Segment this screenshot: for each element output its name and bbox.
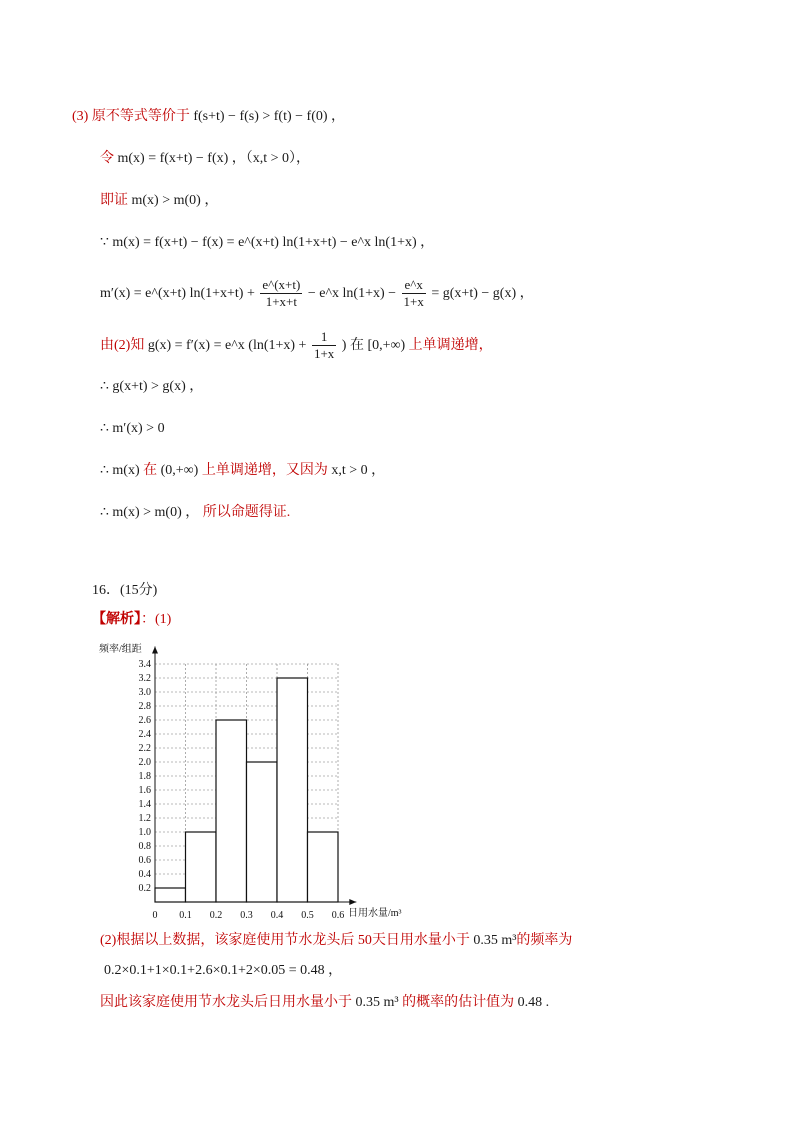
line6-interval: [0,+∞): [367, 338, 406, 353]
part3-line3: [100, 192, 218, 210]
histogram-bar: [216, 720, 247, 902]
part3-line6: [100, 326, 493, 366]
line6-frac-num: 1: [312, 329, 336, 346]
frequency-histogram: [95, 640, 435, 925]
histogram-bar: [247, 762, 278, 902]
q16-part2-line2: 0.2×0.1+1×0.1+2.6×0.1+2×0.05 = 0.48 ，: [104, 963, 343, 978]
x-tick-label: 0.4: [270, 910, 284, 921]
x-tick-label: 0.2: [209, 910, 223, 921]
part3-line7: [100, 378, 203, 396]
y-tick-label: 0.8: [138, 841, 151, 852]
y-tick-label: 3.4: [138, 659, 151, 670]
line9-interval: (0,+∞): [160, 463, 199, 478]
line6-prefix: 由(2)知: [100, 338, 145, 353]
part2-line3-c: 的概率的估计值为: [402, 995, 515, 1010]
x-axis-label: 日用水量/m³: [348, 908, 402, 919]
part2-line3-a: 因此该家庭使用节水龙头后日用水量小于: [100, 995, 352, 1010]
x-tick-label: 0.6: [331, 910, 345, 921]
part2-line1-a: (2)根据以上数据，该家庭使用节水龙头后: [100, 933, 355, 948]
line5-frac1: [260, 277, 302, 310]
line2-prefix: 令: [100, 151, 114, 166]
line9-math1: ∴ m(x): [100, 463, 140, 478]
line3-prefix: 即证: [100, 193, 128, 208]
y-tick-label: 1.4: [138, 799, 151, 810]
line5-frac2: [402, 277, 426, 310]
part3-line8: [100, 420, 165, 438]
x-tick-label: 0: [152, 910, 158, 921]
line5-mid: − e^x ln(1+x) −: [307, 286, 397, 301]
line3-math: m(x) > m(0) ，: [131, 193, 219, 208]
part3-inequality: f(s+t) − f(s) > f(t) − f(0) ，: [193, 109, 346, 124]
histogram-bar: [277, 678, 308, 902]
line6-math: g(x) = f′(x) = e^x (ln(1+x) +: [147, 338, 307, 353]
line9-math2: x,t > 0 ，: [331, 463, 386, 478]
part2-line1-d: 0.35 m³: [473, 933, 517, 948]
histogram-bars: [155, 678, 338, 902]
part3-line1: [72, 108, 345, 126]
line6-frac-den: 1+x: [313, 346, 335, 362]
y-tick-label: 2.2: [138, 743, 151, 754]
y-tick-label: 2.0: [138, 757, 151, 768]
y-axis-arrow: [152, 647, 158, 654]
y-tick-label: 1.2: [138, 813, 151, 824]
y-tick-label: 3.2: [138, 673, 151, 684]
part2-line1-b: 50: [357, 933, 372, 948]
histogram-bar: [308, 832, 339, 902]
line5-frac2-den: 1+x: [403, 294, 424, 310]
part3-intro: 原不等式等价于: [91, 109, 190, 124]
part3-label: (3): [72, 109, 89, 124]
line6-after: ) 在: [341, 338, 364, 353]
q16-part2-line1: [100, 932, 572, 950]
part3-line9: [100, 462, 385, 480]
line5-frac1-den: 1+x+t: [265, 294, 297, 310]
part3-line5: [100, 274, 534, 314]
part3-line2: [100, 150, 310, 168]
x-tick-label: 0.1: [179, 910, 192, 921]
part2-line3-b: 0.35 m³: [355, 995, 399, 1010]
y-tick-label: 1.6: [138, 785, 151, 796]
y-tick-label: 2.6: [138, 715, 151, 726]
line5-frac1-num: e^(x+t): [262, 277, 301, 293]
line6-frac: [312, 329, 336, 362]
line5-frac2-num: e^x: [402, 277, 426, 294]
analysis-label: 【解析】: [92, 611, 141, 627]
line5-lhs: m′(x) = e^(x+t) ln(1+x+t) +: [100, 286, 255, 301]
x-axis-arrow: [349, 899, 356, 905]
y-tick-label: 1.8: [138, 771, 151, 782]
y-tick-label: 2.8: [138, 701, 151, 712]
x-tick-label: 0.5: [301, 910, 314, 921]
line5-rhs: = g(x+t) − g(x) ，: [431, 286, 534, 301]
y-tick-label: 1.0: [138, 827, 151, 838]
y-tick-label: 0.4: [138, 869, 151, 880]
line6-suffix: 上单调递增，: [408, 338, 493, 353]
line4-math: ∵ m(x) = f(x+t) − f(x) = e^(x+t) ln(1+x+t) − e^x ln(1+x) ，: [100, 235, 435, 250]
line9-text1: 在: [143, 463, 158, 478]
part2-line1-e: 的频率为: [516, 933, 573, 948]
part2-line3-d: 0.48 .: [517, 995, 550, 1010]
q16-part2-line3: [100, 994, 549, 1012]
y-axis-label: 频率/组距: [99, 644, 142, 655]
histogram-bar: [186, 832, 217, 902]
y-tick-label: 2.4: [138, 729, 151, 740]
line10-text: 所以命题得证.: [202, 505, 291, 520]
part2-line1-c: 天日用水量小于: [371, 933, 470, 948]
x-tick-label: 0.3: [240, 910, 253, 921]
part3-line4: [100, 234, 434, 252]
line2-math: m(x) = f(x+t) − f(x) ，（x,t > 0），: [117, 151, 311, 166]
part3-line10: [100, 504, 290, 522]
line8-math: ∴ m′(x) > 0: [100, 421, 165, 436]
y-tick-label: 0.2: [138, 883, 151, 894]
q16-number: 16．(15分): [92, 583, 158, 598]
line7-math: ∴ g(x+t) > g(x) ，: [100, 379, 204, 394]
q16-analysis: [92, 610, 171, 629]
y-tick-label: 0.6: [138, 855, 151, 866]
line10-math: ∴ m(x) > m(0) ，: [100, 505, 200, 520]
analysis-suffix: ：(1): [141, 612, 172, 627]
histogram-bar: [155, 888, 186, 902]
line9-text2: 上单调递增，又因为: [201, 463, 328, 478]
y-tick-label: 3.0: [138, 687, 151, 698]
